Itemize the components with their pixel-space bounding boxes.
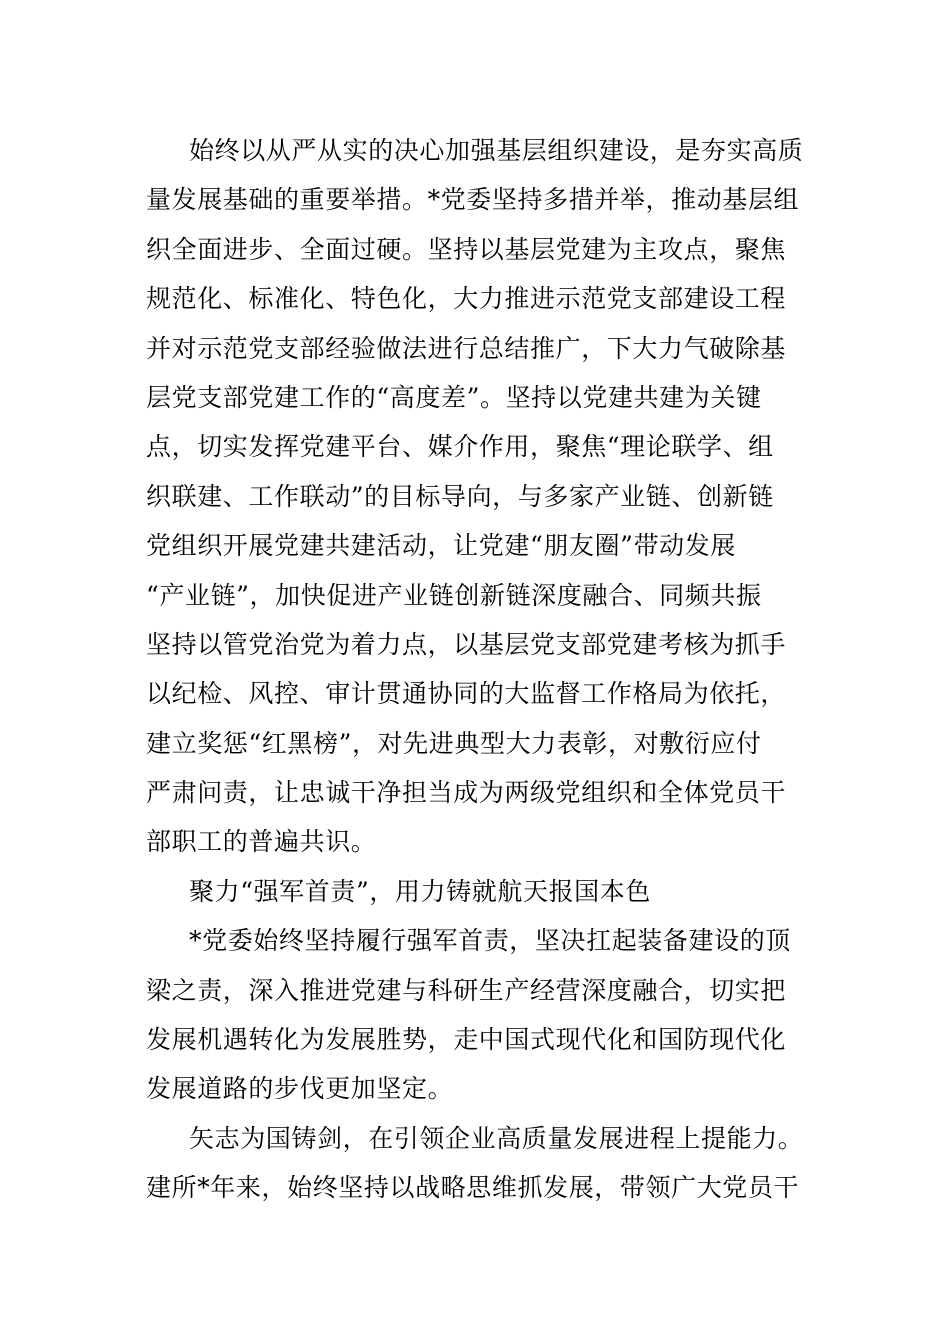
paragraph-line: 点，切实发挥党建平台、媒介作用，聚焦“理论联学、组: [146, 432, 774, 462]
paragraph-line: 发展机遇转化为发展胜势，走中国式现代化和国防现代化: [146, 1025, 787, 1055]
paragraph-line: 量发展基础的重要举措。*党委坚持多措并举，推动基层组: [146, 185, 800, 215]
paragraph-line: 梁之责，深入推进党建与科研生产经营深度融合，切实把: [146, 975, 787, 1005]
paragraph-line: 层党支部党建工作的“高度差”。坚持以党建共建为关键: [146, 382, 762, 412]
paragraph-line: 党组织开展党建共建活动，让党建“朋友圈”带动发展: [146, 531, 736, 561]
paragraph-line: 织联建、工作联动”的目标导向，与多家产业链、创新链: [146, 481, 774, 511]
paragraph-military-duty: [146, 916, 808, 1114]
document-body: [146, 126, 808, 1213]
paragraph-line: 坚持以管党治党为着力点，以基层党支部党建考核为抓手: [146, 629, 787, 659]
paragraph-grassroots-organization: [146, 126, 808, 867]
paragraph-line: 织全面进步、全面过硬。坚持以基层党建为主攻点，聚焦: [146, 234, 787, 264]
paragraph-development: [146, 1114, 808, 1213]
paragraph-line: 规范化、标准化、特色化，大力推进示范党支部建设工程: [146, 284, 787, 314]
section-heading: [146, 867, 808, 916]
paragraph-line: 以纪检、风控、审计贯通协同的大监督工作格局为依托，: [146, 679, 787, 709]
paragraph-line: 并对示范党支部经验做法进行总结推广，下大力气破除基: [146, 333, 787, 363]
paragraph-line: 部职工的普遍共识。: [146, 827, 377, 857]
paragraph-line: 建所*年来，始终坚持以战略思维抓发展，带领广大党员干: [146, 1173, 800, 1203]
paragraph-line: “产业链”，加快促进产业链创新链深度融合、同频共振: [146, 580, 762, 610]
paragraph-line: 始终以从严从实的决心加强基层组织建设，是夯实高质: [189, 136, 804, 165]
paragraph-line: 发展道路的步伐更加坚定。: [146, 1074, 454, 1104]
section-heading-text: 聚力“强军首责”，用力铸就航天报国本色: [189, 876, 651, 906]
paragraph-line: 建立奖惩“红黑榜”，对先进典型大力表彰，对敷衍应付: [146, 728, 762, 758]
paragraph-line: *党委始终坚持履行强军首责，坚决扛起装备建设的顶: [189, 926, 791, 956]
paragraph-line: 矢志为国铸剑，在引领企业高质量发展进程上提能力。: [189, 1123, 804, 1153]
paragraph-line: 严肃问责，让忠诚干净担当成为两级党组织和全体党员干: [146, 778, 787, 808]
